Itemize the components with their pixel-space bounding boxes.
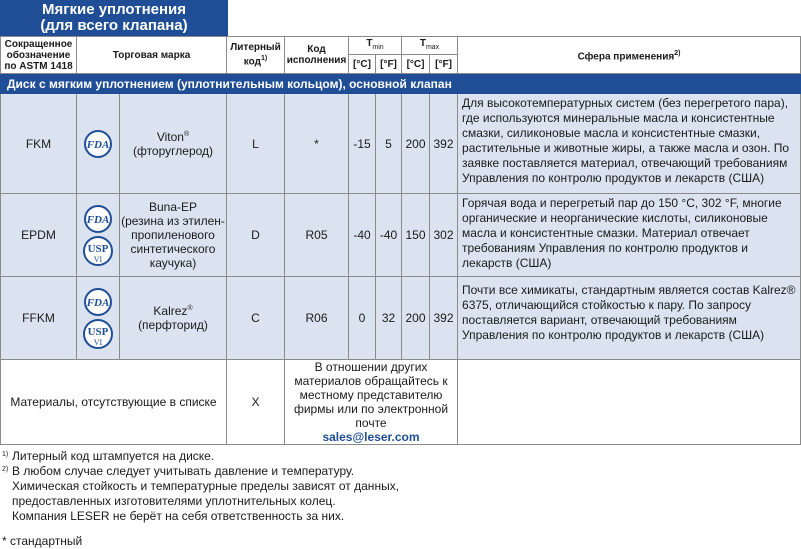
- col-header-tmin: $T_{min}$: [349, 37, 402, 55]
- footnote-standard: * стандартный: [2, 534, 83, 548]
- other-materials-contact: В отношении других материалов обращайтесь к местному представителю фирмы или по электронной почте sales@leser.com: [285, 360, 458, 445]
- tmax-fahrenheit: 302: [430, 194, 458, 277]
- svg-text:USP: USP: [87, 242, 109, 255]
- letter-code: X: [227, 360, 285, 445]
- trademark: Kalrez® (перфторид): [120, 277, 227, 360]
- letter-code: D: [227, 194, 285, 277]
- usp-vi-icon: [83, 318, 113, 350]
- footnotes: [0, 449, 801, 549]
- fda-icon: [83, 204, 113, 234]
- title-line-2: (для всего клапана): [40, 17, 188, 34]
- trademark: Buna-EP (резина из этилен-пропиленового синтетического каучука): [120, 194, 227, 277]
- tmax-celsius: 150: [402, 194, 430, 277]
- tmax-fahrenheit: 392: [430, 94, 458, 194]
- svg-text:VI: VI: [93, 254, 103, 264]
- table-row: [1, 277, 801, 360]
- trademark: Viton® (фторуглерод): [120, 94, 227, 194]
- application-description: Горячая вода и перегретый пар до 150 °C, 302 °F, многие органические и неорганические кислоты, силиконовые масла и консистентные смазки. Материал отвечает требованиям Управления по контролю продуктов и лекарств (США): [458, 194, 801, 277]
- email-link[interactable]: sales@leser.com: [322, 430, 420, 444]
- unit-celsius: [°C]: [349, 55, 376, 74]
- fda-icon: [83, 129, 113, 159]
- section-header: Диск с мягким уплотнением (уплотнительным кольцом), основной клапан: [1, 74, 801, 94]
- astm-code: FKM: [1, 94, 77, 194]
- usp-vi-icon: [83, 235, 113, 267]
- svg-text:VI: VI: [93, 337, 103, 347]
- table-row: [1, 360, 801, 445]
- astm-code: FFKM: [1, 277, 77, 360]
- tmin-celsius: 0: [349, 277, 376, 360]
- table-row: [1, 194, 801, 277]
- svg-text:FDA: FDA: [86, 213, 110, 226]
- footnote-2: 2) В любом случае следует учитывать давление и температуру. Химическая стойкость и температурные пределы зависят от данных, предоставленных изготовителями уплотнительных колец. Компания LESER не берёт на себя ответственность за них.: [2, 464, 400, 523]
- certification-badges: [77, 277, 120, 360]
- tmin-fahrenheit: 5: [376, 94, 402, 194]
- tmax-celsius: 200: [402, 277, 430, 360]
- design-code: *: [285, 94, 349, 194]
- svg-text:USP: USP: [87, 325, 109, 338]
- svg-text:FDA: FDA: [86, 296, 110, 309]
- unit-celsius: [°C]: [402, 55, 430, 74]
- footnote-1: 1) Литерный код штампуется на диске.: [2, 449, 215, 463]
- col-header-design-code: Код исполнения: [285, 37, 349, 74]
- col-header-sphere: Сфера применения$^{2)}$: [458, 37, 801, 74]
- svg-text:FDA: FDA: [86, 138, 110, 151]
- col-header-trademark: Торговая марка: [77, 37, 227, 74]
- table-row: [1, 94, 801, 194]
- certification-badges: [77, 194, 120, 277]
- other-materials-label: Материалы, отсутствующие в списке: [1, 360, 227, 445]
- col-header-tmax: $T_{max}$: [402, 37, 458, 55]
- tmin-celsius: -40: [349, 194, 376, 277]
- application-description: Для высокотемпературных систем (без перегретого пара), где используются минеральные масла и консистентные смазки, силиконовые масла и консистентные смазки, растительные и животные жиры, а также масла и озон. По заявке поставляется материал, отвечающий требованиям Управления по контролю продуктов и лекарств (США): [458, 94, 801, 194]
- application-description-empty: [458, 360, 801, 445]
- astm-code: EPDM: [1, 194, 77, 277]
- title-line-1: Мягкие уплотнения: [41, 1, 187, 18]
- design-code: R05: [285, 194, 349, 277]
- certification-badges: [77, 94, 120, 194]
- col-header-astm: Сокращенное обозначение по ASTM 1418: [1, 37, 77, 74]
- design-code: R06: [285, 277, 349, 360]
- tmin-celsius: -15: [349, 94, 376, 194]
- letter-code: L: [227, 94, 285, 194]
- tmin-fahrenheit: 32: [376, 277, 402, 360]
- fda-icon: [83, 287, 113, 317]
- page-title: [0, 0, 228, 36]
- letter-code: C: [227, 277, 285, 360]
- tmin-fahrenheit: -40: [376, 194, 402, 277]
- unit-fahrenheit: [°F]: [376, 55, 402, 74]
- application-description: Почти все химикаты, стандартным является состав Kalrez® 6375, отличающийся стойкостью к пару. По запросу поставляется вариант, отвечающий требованиям Управления по контролю продуктов и лекарств (США): [458, 277, 801, 360]
- seal-materials-table: [0, 36, 801, 445]
- col-header-letter-code: Литерный код$^{1)}$: [227, 37, 285, 74]
- unit-fahrenheit: [°F]: [430, 55, 458, 74]
- tmax-celsius: 200: [402, 94, 430, 194]
- tmax-fahrenheit: 392: [430, 277, 458, 360]
